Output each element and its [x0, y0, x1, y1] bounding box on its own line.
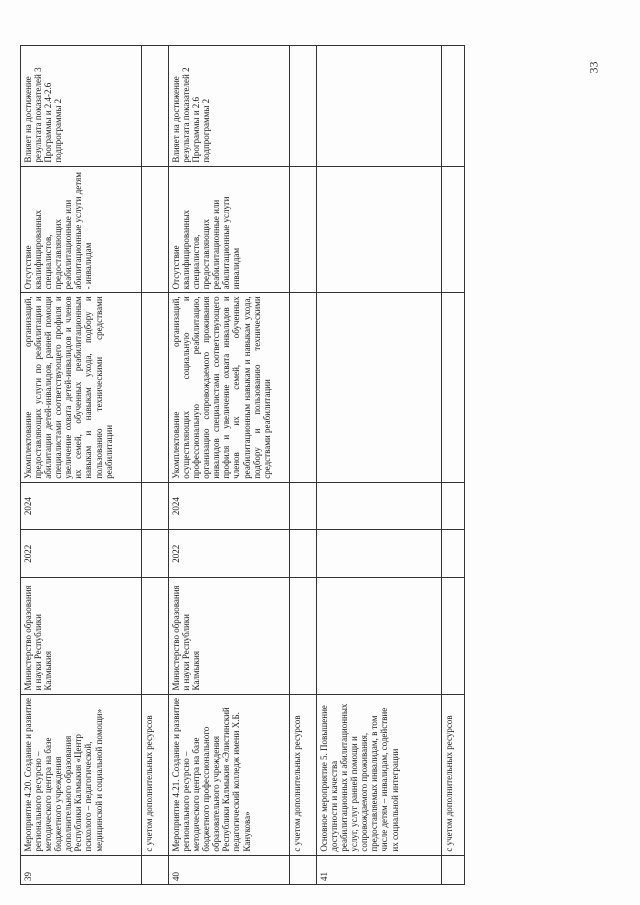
indicator-link: Влияет на достижение результата показателей 3 Программы и 2.4-2.6 подпрограммы 2	[21, 46, 142, 167]
start-year	[317, 530, 442, 578]
table-row	[142, 46, 169, 885]
indicator-link	[317, 46, 442, 167]
expected-result	[317, 293, 442, 482]
extra-resources-label: с учетом дополнительных ресурсов	[290, 694, 317, 855]
measure-name: Мероприятие 4.21. Создание и развитие регионального ресурсно – методического центра на базе бюджетного профессионального образовательного учреждения Республики Калмыкия «Элистинский педагогический колледж имени Х.Б. Канукова»	[169, 694, 290, 855]
program-measures-table	[20, 45, 465, 885]
indicator-link: Влияет на достижение результата показателей 2 Программы и 2.6 подпрограммы 2	[169, 46, 290, 167]
expected-result: Укомплектование организаций, предоставляющих услуги по реабилитации и абилитации детей-инвалидов, ранней помощи специалистами соответствующего профиля и увеличение охвата детей-инвалидов и членов их семей, обученных реабилитационным навыкам и навыкам ухода, подбору и пользованию техническими средствами реабилитации	[21, 293, 142, 482]
end-year: 2024	[21, 482, 142, 530]
table-row	[442, 46, 465, 885]
executor: Министерство образования и науки Республики Калмыкия	[21, 578, 142, 695]
consequences	[317, 166, 442, 293]
table-row	[290, 46, 317, 885]
extra-resources-label: с учетом дополнительных ресурсов	[442, 694, 465, 855]
start-year: 2022	[21, 530, 142, 578]
row-number: 39	[21, 855, 142, 884]
measure-name: Основное мероприятие 5. Повышение доступности и качества реабилитационных и абилитационных услуг, услуг ранней помощи и сопровождаемого проживания, предоставляемых инвалидам, в том числе детям – инвалидам, содействие их социальной интеграции	[317, 694, 442, 855]
extra-resources-label: с учетом дополнительных ресурсов	[142, 694, 169, 855]
table-row	[169, 46, 290, 885]
row-number: 41	[317, 855, 442, 884]
page-number: 33	[586, 61, 601, 74]
row-number: 40	[169, 855, 290, 884]
executor	[317, 578, 442, 695]
start-year: 2022	[169, 530, 290, 578]
executor: Министерство образования и науки Республики Калмыкия	[169, 578, 290, 695]
rotated-table-container	[20, 15, 590, 885]
table-row	[21, 46, 142, 885]
table-row	[317, 46, 442, 885]
end-year: 2024	[169, 482, 290, 530]
measure-name: Мероприятие 4.20. Создание и развитие регионального ресурсно – методического центра на базе бюджетного учреждения дополнительного образования Республики Калмыкия «Центр психолого – педагогической, медицинской и социальной помощи»	[21, 694, 142, 855]
expected-result: Укомплектование организаций, осуществляющих социальную и профессиональную реабилитацию, организацию сопровождаемого проживания инвалидов специалистами соответствующего профиля и увеличение охвата инвалидов и членов их семей, обученных реабилитационным навыкам и навыкам ухода, подбору и пользованию техническими средствами реабилитации	[169, 293, 290, 482]
consequences: Отсутствие квалифицированных специалистов, предоставляющих реабилитационные или абилитационные услуги детям - инвалидам	[21, 166, 142, 293]
end-year	[317, 482, 442, 530]
consequences: Отсутствие квалифицированных специалистов, предоставляющих реабилитационные или абилитационные услуги инвалидам	[169, 166, 290, 293]
